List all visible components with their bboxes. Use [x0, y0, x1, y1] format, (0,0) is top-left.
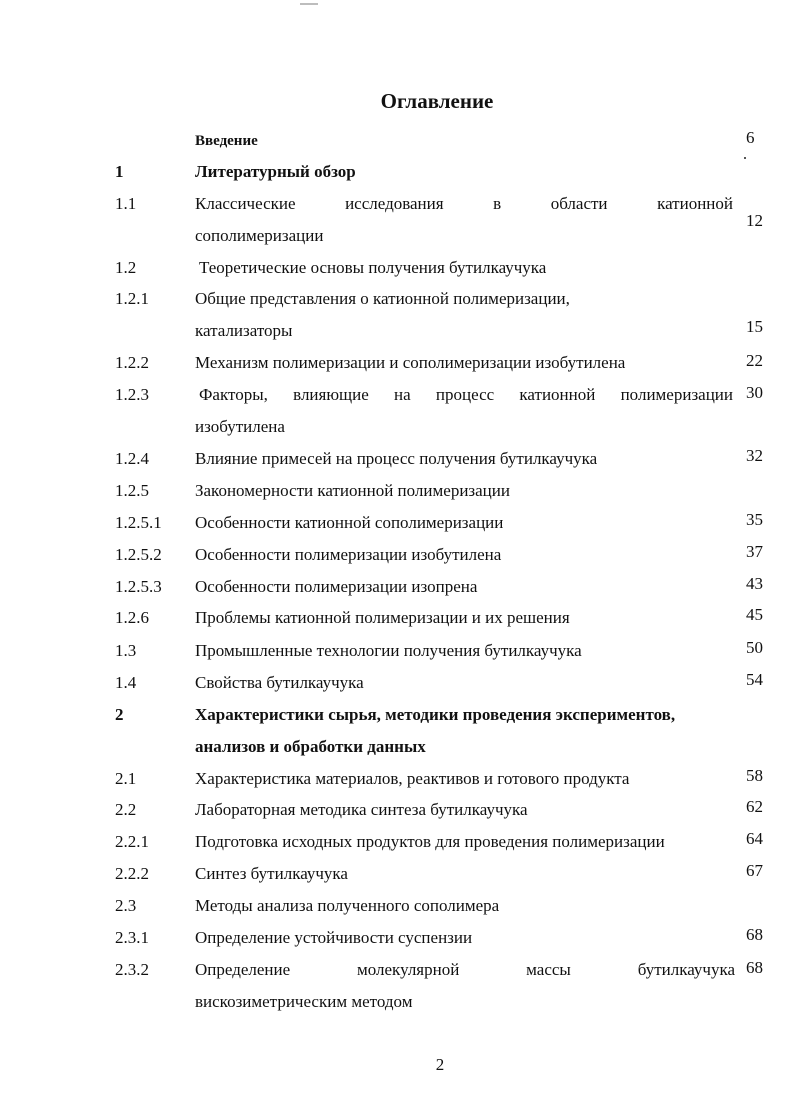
toc-entry-1-3 [0, 638, 799, 664]
toc-entry-2-2-2 [0, 861, 799, 887]
toc-entry-2-3 [0, 893, 799, 919]
toc-entry-number: 1.2.5.2 [115, 545, 162, 564]
toc-entry-number: 1.2.4 [115, 449, 149, 468]
toc-entry-2-3-2-continued [0, 989, 799, 1015]
toc-entry-page: 68 [746, 958, 763, 977]
toc-entry-chapter-2-continued [0, 734, 799, 760]
toc-entry-text: Синтез бутилкаучука [195, 864, 348, 883]
toc-entry-1-2-6 [0, 605, 799, 631]
toc-entry-2-2-1 [0, 829, 799, 855]
toc-entry-1-2-5-1 [0, 510, 799, 536]
toc-entry-number: 1.3 [115, 641, 137, 660]
toc-entry-page: 64 [746, 829, 763, 848]
toc-entry-text: Общие представления о катионной полимеризации, [195, 289, 570, 308]
toc-entry-page: 62 [746, 797, 763, 816]
toc-entry-1-1-continued [0, 223, 799, 249]
toc-entry-1-2-1 [0, 286, 799, 312]
toc-entry-page: 22 [746, 351, 763, 370]
toc-entry-page: 58 [746, 766, 763, 785]
toc-entry-text: катализаторы [195, 321, 293, 340]
toc-entry-page: 37 [746, 542, 763, 561]
toc-entry-1-2 [0, 255, 799, 281]
toc-entry-1-4 [0, 670, 799, 696]
toc-entry-page: 12 [746, 211, 763, 230]
toc-entry-1-2-4 [0, 446, 799, 472]
toc-entry-1-1 [0, 191, 799, 230]
toc-entry-page: 54 [746, 670, 763, 689]
toc-entry-page: 45 [746, 605, 763, 624]
toc-entry-text: Теоретические основы получения бутилкаучука [199, 258, 547, 277]
toc-entry-text: Определение молекулярной массы бутилкаучука [195, 960, 735, 979]
toc-entry-number: 2.2.1 [115, 832, 149, 851]
toc-entry-2-1 [0, 766, 799, 792]
toc-entry-text: Факторы, влияющие на процесс катионной полимеризации [199, 385, 733, 404]
toc-entry-number: 1.2.5 [115, 481, 149, 500]
toc-entry-number: 2.3.2 [115, 960, 149, 979]
toc-entry-text: Характеристика материалов, реактивов и готового продукта [195, 769, 630, 788]
toc-entry-page: 68 [746, 925, 763, 944]
toc-entry-text: Промышленные технологии получения бутилкаучука [195, 641, 582, 660]
toc-entry-number: 2.2.2 [115, 864, 149, 883]
toc-entry-2-2 [0, 797, 799, 823]
toc-entry-text: Определение устойчивости суспензии [195, 928, 473, 947]
toc-entry-text: Закономерности катионной полимеризации [195, 481, 510, 500]
toc-entry-text: изобутилена [195, 417, 285, 436]
toc-entry-text: анализов и обработки данных [195, 737, 426, 756]
toc-entry-number: 2.3.1 [115, 928, 149, 947]
toc-entry-page: 43 [746, 574, 763, 593]
toc-entry-1-2-5-2 [0, 542, 799, 568]
toc-entry-number: 2.3 [115, 896, 137, 915]
toc-entry-1-2-3 [0, 382, 799, 408]
toc-entry-1-2-5-3 [0, 574, 799, 600]
toc-entry-page: 30 [746, 383, 763, 402]
toc-entry-1-2-2 [0, 350, 799, 376]
toc-entry-number: 1.2.5.1 [115, 513, 162, 532]
page-number: 2 [435, 1055, 445, 1074]
toc-entry-page: 50 [746, 638, 763, 657]
toc-entry-chapter-2 [0, 702, 799, 728]
toc-entry-number: 1.2 [115, 258, 137, 277]
toc-entry-text: Характеристики сырья, методики проведения экспериментов, [195, 705, 676, 724]
toc-entry-1-2-1-continued [0, 318, 799, 344]
scan-mark [300, 3, 318, 5]
toc-entry-text: Особенности полимеризации изопрена [195, 577, 478, 596]
toc-entry-text: Особенности катионной сополимеризации [195, 513, 504, 532]
toc-entry-text: Свойства бутилкаучука [195, 673, 364, 692]
toc-entry-text: Влияние примесей на процесс получения бутилкаучука [195, 449, 598, 468]
toc-entry-page: 67 [746, 861, 763, 880]
toc-entry-text: сополимеризации [195, 226, 324, 245]
page-title: Оглавление [380, 89, 494, 113]
toc-entry-number: 1.2.6 [115, 608, 149, 627]
toc-entry-page: 6 [746, 128, 755, 147]
toc-entry-text: Подготовка исходных продуктов для проведения полимеризации [195, 832, 665, 851]
toc-entry-1-2-5 [0, 478, 799, 504]
toc-entry-text: Проблемы катионной полимеризации и их решения [195, 608, 570, 627]
toc-entry-intro [0, 128, 799, 154]
toc-entry-number: 1.1 [115, 194, 137, 213]
toc-entry-2-3-2 [0, 957, 799, 983]
toc-entry-number: 1.2.5.3 [115, 577, 162, 596]
toc-entry-number: 2.1 [115, 769, 137, 788]
toc-entry-number: 1.2.2 [115, 353, 149, 372]
toc-entry-number: 2 [115, 705, 124, 724]
toc-entry-text: Введение [195, 133, 258, 149]
toc-entry-text: вискозиметрическим методом [195, 992, 413, 1011]
toc-entry-text: Литературный обзор [195, 162, 356, 181]
toc-entry-text: Особенности полимеризации изобутилена [195, 545, 502, 564]
toc-entry-chapter-1 [0, 159, 799, 185]
toc-entry-page: 15 [746, 317, 763, 336]
toc-entry-number: 2.2 [115, 800, 137, 819]
toc-entry-text: Методы анализа полученного сополимера [195, 896, 500, 915]
toc-entry-2-3-1 [0, 925, 799, 951]
toc-entry-text: Классические исследования в области катионной [195, 194, 733, 213]
toc-entry-number: 1.4 [115, 673, 137, 692]
toc-entry-number: 1.2.1 [115, 289, 149, 308]
toc-entry-page: 32 [746, 446, 763, 465]
toc-entry-1-2-3-continued [0, 414, 799, 440]
toc-entry-page: 35 [746, 510, 763, 529]
toc-entry-number: 1.2.3 [115, 385, 149, 404]
toc-entry-text: Лабораторная методика синтеза бутилкаучука [195, 800, 528, 819]
toc-entry-number: 1 [115, 162, 124, 181]
toc-entry-text: Механизм полимеризации и сополимеризации изобутилена [195, 353, 626, 372]
